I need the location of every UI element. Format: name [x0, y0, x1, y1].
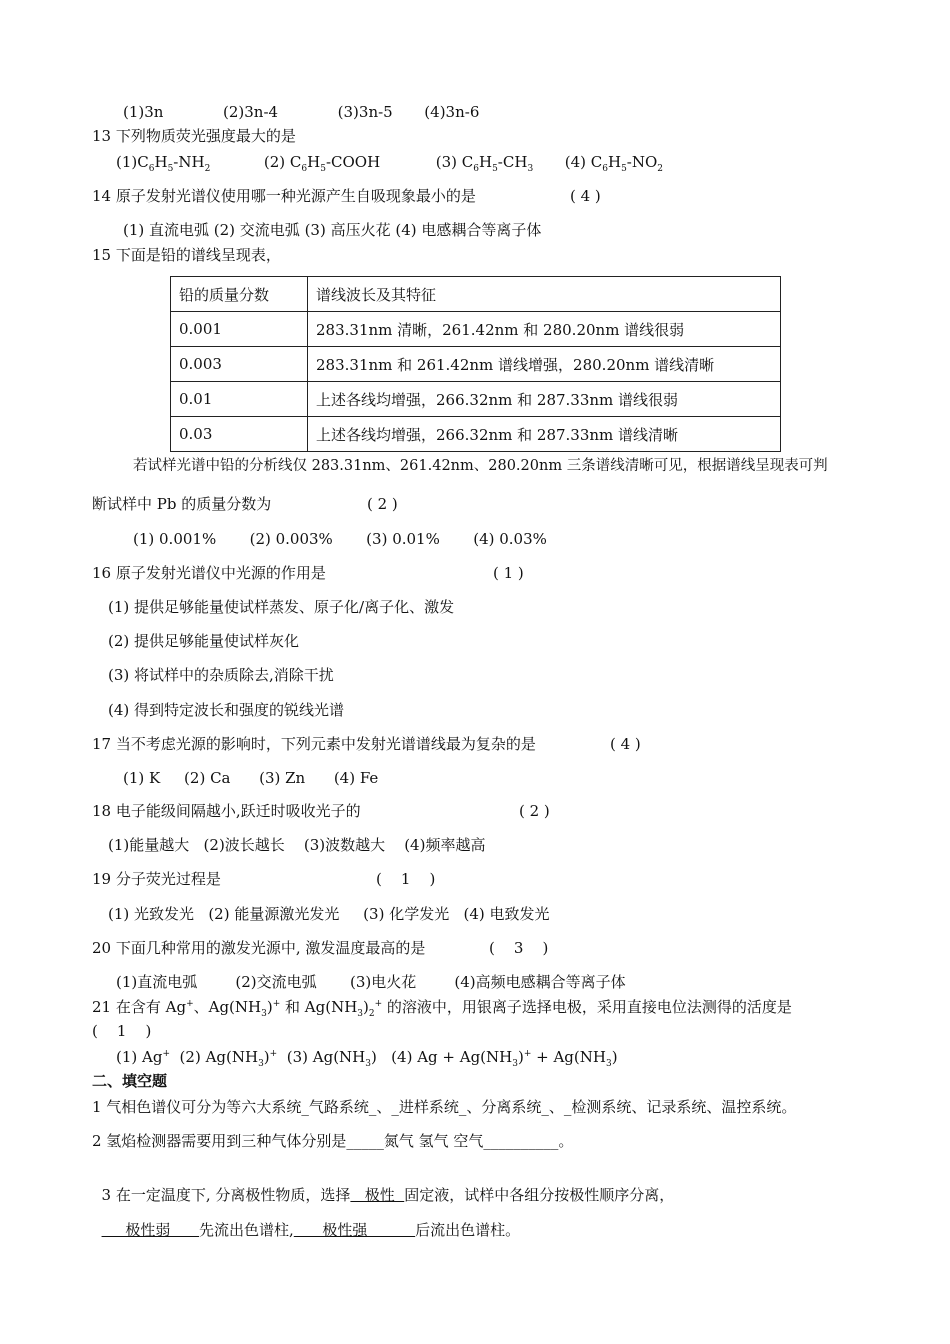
table-cell: 283.31nm 清晰，261.42nm 和 280.20nm 谱线很弱 — [308, 312, 781, 347]
table-row — [171, 312, 781, 347]
fill3-text: 3 在一定温度下, 分离极性物质，选择 — [101, 1186, 351, 1204]
fill3-blank-2: 极性弱 — [101, 1221, 199, 1239]
table-cell: 0.001 — [171, 312, 308, 347]
q13-option-3: (3) $C_6H_5-CH_3$ — [435, 153, 534, 174]
q20-options: (1)直流电弧 (2)交流电弧 (3)电火花 (4)高频电感耦合等离子体 — [116, 973, 626, 991]
q21-stem: 21 在含有 Ag+、$Ag(NH_3)^+$ 和 $Ag(NH_3)_2^+$ 的溶液中，用银离子选择电极，采用直接电位法测得的活度是 — [92, 998, 792, 1019]
q14-stem: 14 原子发射光谱仪使用哪一种光源产生自吸现象最小的是 — [92, 187, 476, 205]
q15-stem: 15 下面是铅的谱线呈现表， — [92, 246, 281, 264]
table-header-row — [171, 277, 781, 312]
fill-question-2: 2 氢焰检测器需要用到三种气体分别是_____氮气 氢气 空气__________。 — [92, 1132, 574, 1150]
section-heading: 二、填空题 — [92, 1072, 168, 1090]
q12-options — [123, 102, 479, 122]
q12-option-2: (2)3n-4 — [223, 103, 279, 121]
lead-spectrum-table — [170, 276, 781, 452]
table-cell: 0.01 — [171, 382, 308, 417]
q13-option-1: $(1)C_6H_5-NH_2$ — [116, 153, 211, 174]
q21-option-4: (4) $Ag + Ag(NH_3)^+ + Ag(NH_3)$ — [381, 1048, 618, 1069]
q21-option-1: (1) Ag+ — [116, 1048, 170, 1066]
fill-question-3-line2 — [92, 1200, 520, 1240]
q13-option-2: (2) $C_6H_5$-COOH — [263, 153, 381, 174]
q19-answer: ( 1 ) — [376, 870, 436, 888]
q12-option-4: (4)3n-6 — [424, 103, 480, 121]
q16-stem: 16 原子发射光谱仪中光源的作用是 — [92, 564, 326, 582]
table-row — [171, 417, 781, 452]
q16-option-1: (1) 提供足够能量使试样蒸发、原子化/离子化、激发 — [108, 598, 455, 616]
q21-stem-part: 、Ag(NH — [193, 998, 262, 1016]
q21-option-3: (3) $Ag(NH_3)$ — [281, 1048, 377, 1069]
q21-stem-part: ) — [266, 998, 273, 1016]
q13-stem: 13 下列物质荧光强度最大的是 — [92, 127, 296, 145]
q20-answer: ( 3 ) — [489, 939, 549, 957]
table-row — [171, 347, 781, 382]
q15-answer: ( 2 ) — [367, 495, 398, 513]
q18-answer: ( 2 ) — [519, 802, 550, 820]
q16-option-3: (3) 将试样中的杂质除去,消除干扰 — [108, 666, 334, 684]
q15-text-line2: 断试样中 Pb 的质量分数为 — [92, 495, 272, 513]
q16-option-2: (2) 提供足够能量使试样灰化 — [108, 632, 300, 650]
q18-stem: 18 电子能级间隔越小,跃迁时吸收光子的 — [92, 802, 361, 820]
q19-stem: 19 分子荧光过程是 — [92, 870, 221, 888]
table-row — [171, 382, 781, 417]
fill3-text: 先流出色谱柱, — [199, 1221, 294, 1239]
fill3-blank-1: 极性 — [350, 1186, 405, 1204]
q16-answer: ( 1 ) — [493, 564, 524, 582]
q13-options — [116, 152, 663, 172]
table-cell: 0.003 — [171, 347, 308, 382]
q19-options: (1) 光致发光 (2) 能量源激光发光 (3) 化学发光 (4) 电致发光 — [108, 905, 550, 923]
q12-option-1: (1)3n — [123, 103, 164, 121]
q21-option-2: (2) $Ag(NH_3)^+$ — [174, 1048, 278, 1069]
fill3-text: 固定液，试样中各组分按极性顺序分离， — [404, 1186, 675, 1204]
q13-option-4: (4) $C_6H_5-NO_2$ — [564, 153, 664, 174]
q14-answer: ( 4 ) — [570, 187, 601, 205]
fill-question-3-line1 — [92, 1165, 674, 1205]
fill3-blank-3: 极性强 — [293, 1221, 416, 1239]
table-cell: 0.03 — [171, 417, 308, 452]
table-header-cell: 谱线波长及其特征 — [308, 277, 781, 312]
q21-stem-part: 的溶液中，用银离子选择电极，采用直接电位法测得的活度是 — [382, 998, 792, 1016]
table-header-cell: 铅的质量分数 — [171, 277, 308, 312]
fill3-text: 后流出色谱柱。 — [415, 1221, 521, 1239]
q15-options: (1) 0.001% (2) 0.003% (3) 0.01% (4) 0.03% — [133, 530, 547, 548]
fill-question-1: 1 气相色谱仪可分为等六大系统_气路系统_、_进样系统_、分离系统_、_检测系统、记录系统、温控系统。 — [92, 1098, 797, 1116]
q14-options: (1) 直流电弧 (2) 交流电弧 (3) 高压火花 (4) 电感耦合等离子体 — [123, 221, 542, 239]
table-cell: 283.31nm 和 261.42nm 谱线增强，280.20nm 谱线清晰 — [308, 347, 781, 382]
q21-answer: ( 1 ) — [92, 1022, 152, 1040]
table-cell: 上述各线均增强，266.32nm 和 287.33nm 谱线很弱 — [308, 382, 781, 417]
q21-stem-part: ) — [363, 998, 369, 1016]
q17-stem: 17 当不考虑光源的影响时，下列元素中发射光谱谱线最为复杂的是 — [92, 735, 536, 753]
q15-text-line1: 若试样光谱中铅的分析线仅 283.31nm、261.42nm、280.20nm 三条谱线清晰可见，根据谱线呈现表可判 — [133, 458, 828, 474]
table-cell: 上述各线均增强，266.32nm 和 287.33nm 谱线清晰 — [308, 417, 781, 452]
q17-answer: ( 4 ) — [610, 735, 641, 753]
q12-option-3: (3)3n-5 — [337, 103, 393, 121]
q16-option-4: (4) 得到特定波长和强度的锐线光谱 — [108, 701, 345, 719]
q21-options — [116, 1047, 618, 1067]
q21-stem-part: 和 Ag(NH — [280, 998, 358, 1016]
q21-stem-part: 21 在含有 Ag — [92, 998, 187, 1016]
q18-options: (1)能量越大 (2)波长越长 (3)波数越大 (4)频率越高 — [108, 836, 486, 854]
q20-stem: 20 下面几种常用的激发光源中, 激发温度最高的是 — [92, 939, 426, 957]
q17-options: (1) K (2) Ca (3) Zn (4) Fe — [123, 769, 379, 787]
